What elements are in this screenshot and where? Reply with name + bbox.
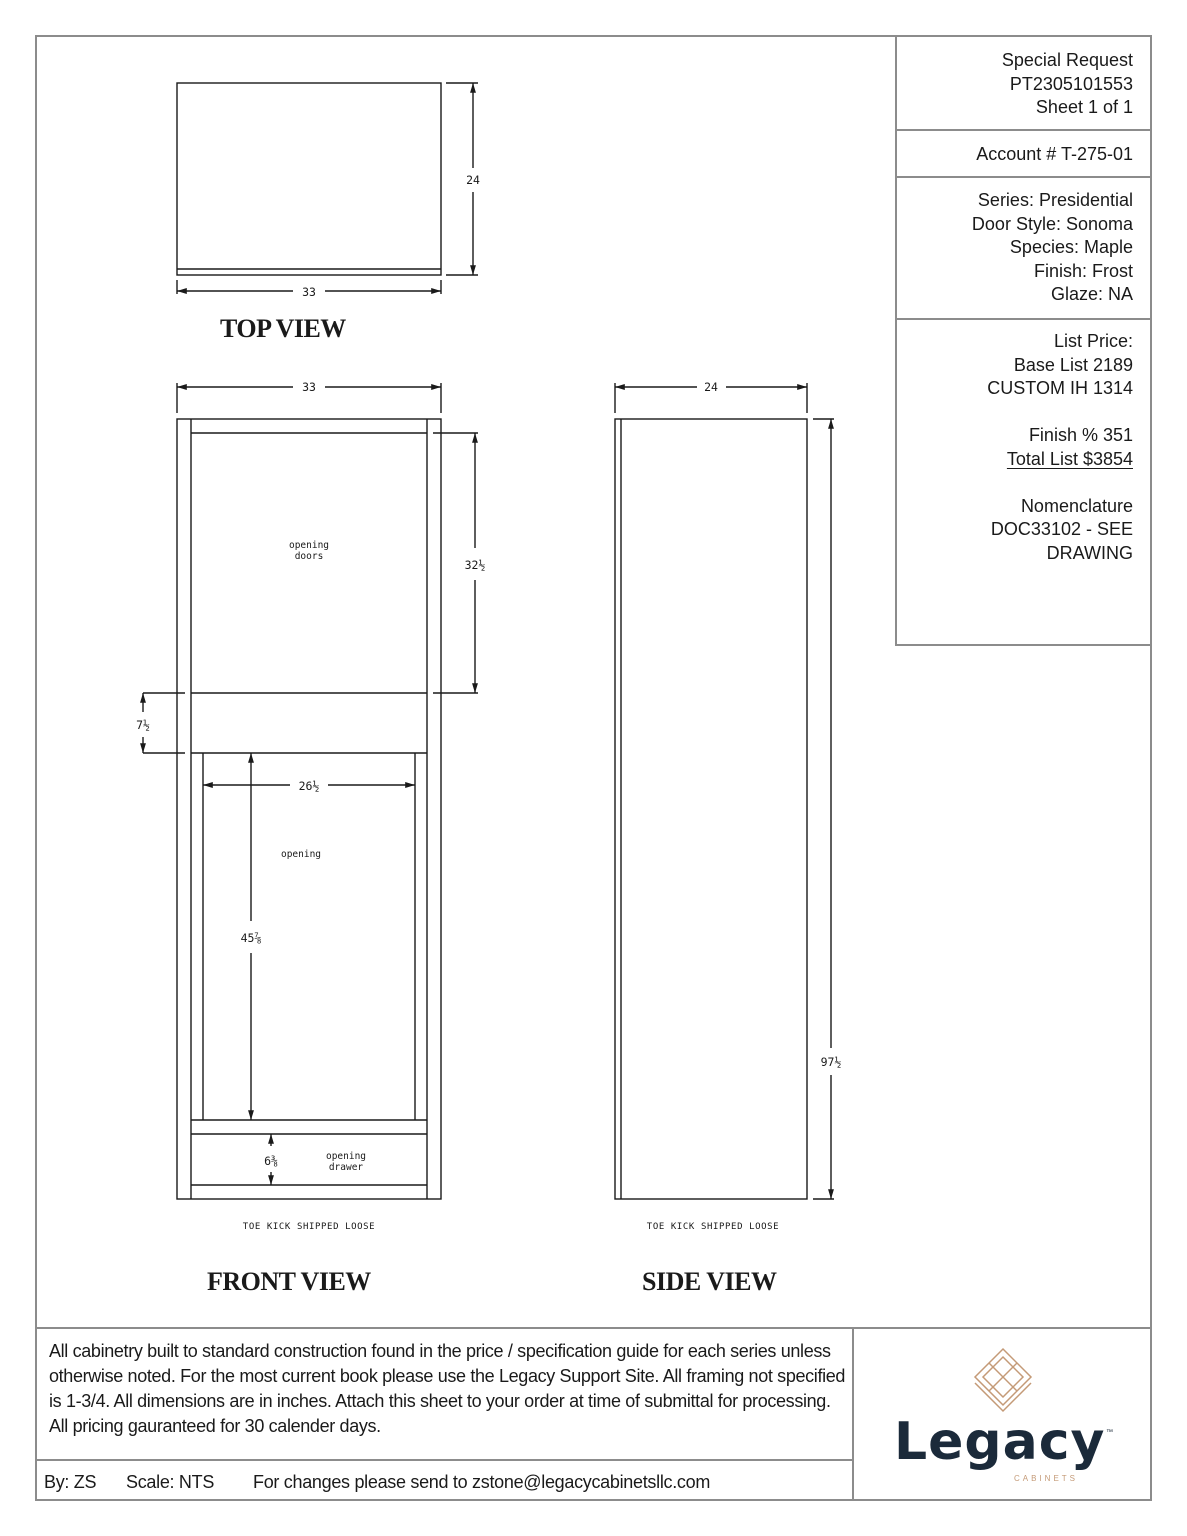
drawer-opening-label: opening (325, 1151, 367, 1162)
finish-percent: Finish % 351 (1028, 425, 1133, 445)
side-height-dim: 97½ (820, 1055, 842, 1069)
front-toe-kick-note: TOE KICK SHIPPED LOOSE (242, 1222, 376, 1232)
request-number: PT2305101553 (1009, 73, 1133, 94)
footer-meta (35, 1459, 854, 1501)
top-view-drawing (177, 83, 478, 294)
sheet-number: Sheet 1 of 1 (1035, 97, 1133, 117)
total-list: Total List $3854 (1006, 448, 1133, 469)
drawn-by: By: ZS (44, 1472, 97, 1492)
door-style: Door Style: Sonoma (971, 213, 1133, 234)
scale: Scale: NTS (126, 1472, 215, 1492)
top-view-title: TOP VIEW (220, 314, 346, 343)
middle-width-dim: 26½ (298, 779, 320, 793)
logo-trademark: ™ (1106, 1429, 1113, 1436)
side-depth-dim: 24 (704, 380, 718, 394)
construction-notes: All cabinetry built to standard construction found in the price / specification guide for each series unless otherwise noted. For the most current book please use the Legacy Support Site. All framing not specified is 1-3/4. All dimensions are in inches. Attach this sheet to your order at time of submittal for processing. All pricing gauranteed for 30 calender days. (49, 1341, 846, 1436)
upper-opening-label-2: doors (294, 551, 324, 562)
custom-price: CUSTOM IH 1314 (987, 378, 1133, 398)
series: Series: Presidential (977, 190, 1133, 210)
front-width-dim: 33 (302, 380, 316, 394)
upper-opening-label: opening (288, 540, 330, 551)
base-list: Base List 2189 (1013, 354, 1133, 375)
side-view-drawing (615, 383, 834, 1199)
nomenclature-heading: Nomenclature (1020, 495, 1133, 516)
drawer-opening-label-2: drawer (328, 1162, 364, 1173)
side-toe-kick-note: TOE KICK SHIPPED LOOSE (646, 1222, 780, 1232)
logo-wordmark: Legacy (894, 1412, 1106, 1472)
footer-notes (35, 1327, 854, 1459)
list-price-heading: List Price: (1053, 331, 1133, 351)
nomenclature-code: DOC33102 - SEE (990, 519, 1133, 539)
middle-opening-label: opening (280, 849, 322, 860)
species: Species: Maple (1009, 237, 1133, 257)
drawer-height-dim: 6⅜ (264, 1154, 278, 1168)
finish: Finish: Frost (1033, 260, 1133, 281)
glaze: Glaze: NA (1050, 284, 1133, 304)
contact-email[interactable]: For changes please send to zstone@legacycabinetsllc.com (253, 1472, 711, 1492)
top-depth-dim: 24 (466, 173, 480, 187)
account-number: Account # T-275-01 (976, 144, 1133, 164)
company-logo (854, 1327, 1152, 1501)
front-view-title: FRONT VIEW (207, 1267, 371, 1296)
middle-height-dim: 45⅞ (240, 931, 262, 945)
request-type: Special Request (1001, 50, 1133, 70)
logo-subtitle: CABINETS (1014, 1474, 1079, 1483)
nomenclature-code-cont: DRAWING (1046, 542, 1133, 563)
side-view-title: SIDE VIEW (642, 1267, 777, 1296)
rail-dim: 7½ (136, 718, 150, 732)
upper-opening-dim: 32½ (464, 558, 486, 572)
top-width-dim: 33 (302, 285, 316, 299)
